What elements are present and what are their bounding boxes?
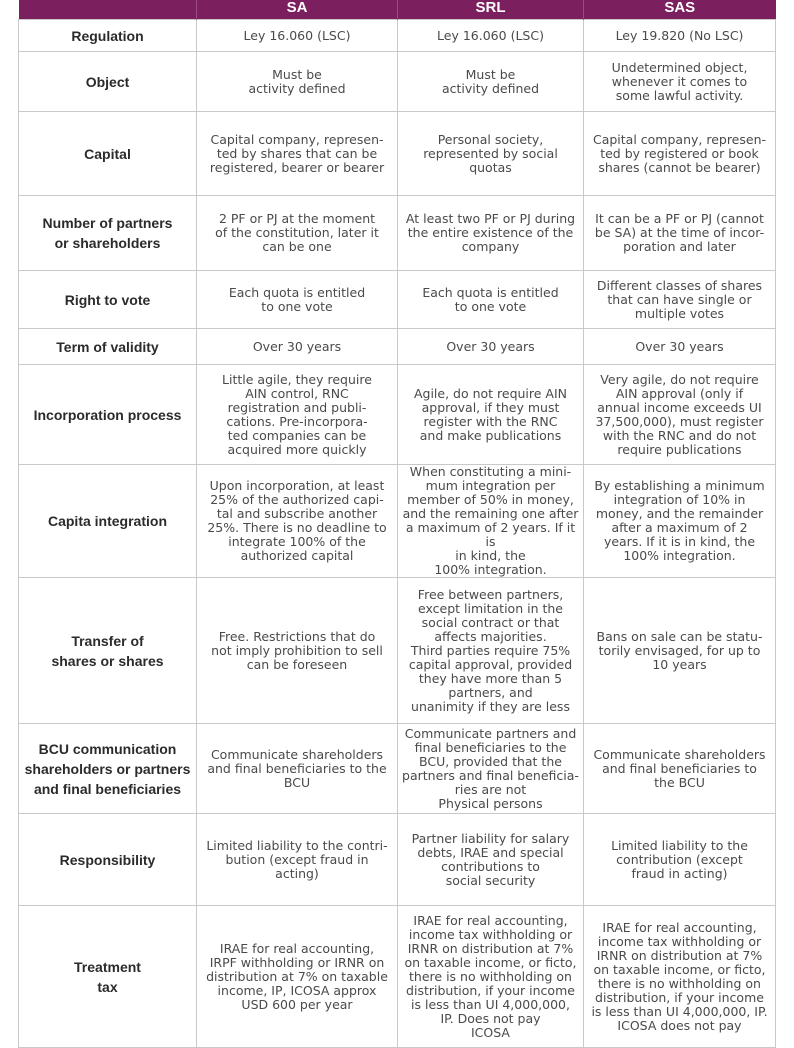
cell-sa: Little agile, they require AIN control, RNC registration and publi- cations. Pre-incorpora- ted companies can be acquired more quickly — [197, 365, 398, 465]
cell-sa: 2 PF or PJ at the moment of the constitution, later it can be one — [197, 196, 398, 271]
table-row — [19, 365, 776, 465]
table-row — [19, 814, 776, 906]
table-row — [19, 271, 776, 329]
header-row — [19, 0, 776, 20]
cell-sas: Communicate shareholders and final beneficiaries to the BCU — [584, 724, 776, 814]
cell-srl: Ley 16.060 (LSC) — [398, 20, 584, 52]
header-srl: SRL — [398, 0, 584, 20]
cell-sa: Ley 16.060 (LSC) — [197, 20, 398, 52]
row-label: Responsibility — [19, 814, 197, 906]
cell-sas: Very agile, do not require AIN approval (only if annual income exceeds UI 37,500,000), must register with the RNC and do not require publications — [584, 365, 776, 465]
header-sas: SAS — [584, 0, 776, 20]
table-row — [19, 465, 776, 578]
cell-sas: Limited liability to the contribution (except fraud in acting) — [584, 814, 776, 906]
cell-sas: Undetermined object, whenever it comes to some lawful activity. — [584, 52, 776, 112]
table-row — [19, 329, 776, 365]
cell-srl: Partner liability for salary debts, IRAE and special contributions to social security — [398, 814, 584, 906]
row-label: Transfer of shares or shares — [19, 578, 197, 724]
row-label: Regulation — [19, 20, 197, 52]
header-empty — [19, 0, 197, 20]
row-label: Number of partners or shareholders — [19, 196, 197, 271]
row-label: Term of validity — [19, 329, 197, 365]
row-label: Capita integration — [19, 465, 197, 578]
cell-srl: At least two PF or PJ during the entire existence of the company — [398, 196, 584, 271]
table-row — [19, 20, 776, 52]
cell-srl: When constituting a mini- mum integration per member of 50% in money, and the remaining one after a maximum of 2 years. If it is in kind, the 100% integration. — [398, 465, 584, 578]
cell-srl: Over 30 years — [398, 329, 584, 365]
cell-srl: Communicate partners and final beneficiaries to the BCU, provided that the partners and final beneficia- ries are not Physical persons — [398, 724, 584, 814]
cell-srl: Agile, do not require AIN approval, if they must register with the RNC and make publications — [398, 365, 584, 465]
table-row — [19, 724, 776, 814]
row-label: Object — [19, 52, 197, 112]
cell-sas: Over 30 years — [584, 329, 776, 365]
row-label: BCU communication shareholders or partners and final beneficiaries — [19, 724, 197, 814]
cell-sa: Over 30 years — [197, 329, 398, 365]
cell-srl: Personal society, represented by social quotas — [398, 112, 584, 196]
table-row — [19, 52, 776, 112]
cell-srl: IRAE for real accounting, income tax withholding or IRNR on distribution at 7% on taxable income, or ficto, there is no withholding on distribution, if your income is less than UI 4,000,000, IP. Does not pay ICOSA — [398, 906, 584, 1048]
cell-sas: Bans on sale can be statu- torily envisaged, for up to 10 years — [584, 578, 776, 724]
cell-sa: Must be activity defined — [197, 52, 398, 112]
cell-sas: By establishing a minimum integration of 10% in money, and the remainder after a maximum of 2 years. If it is in kind, the 100% integration. — [584, 465, 776, 578]
cell-sas: IRAE for real accounting, income tax withholding or IRNR on distribution at 7% on taxable income, or ficto, there is no withholding on distribution, if your income is less than UI 4,000,000, IP. ICOSA does not pay — [584, 906, 776, 1048]
cell-srl: Must be activity defined — [398, 52, 584, 112]
cell-sa: Free. Restrictions that do not imply prohibition to sell can be foreseen — [197, 578, 398, 724]
cell-sa: Upon incorporation, at least 25% of the authorized capi- tal and subscribe another 25%. There is no deadline to integrate 100% of the authorized capital — [197, 465, 398, 578]
cell-sa: Communicate shareholders and final beneficiaries to the BCU — [197, 724, 398, 814]
cell-sas: It can be a PF or PJ (cannot be SA) at the time of incor- poration and later — [584, 196, 776, 271]
row-label: Treatment tax — [19, 906, 197, 1048]
row-label: Right to vote — [19, 271, 197, 329]
table-row — [19, 906, 776, 1048]
cell-sas: Capital company, represen- ted by registered or book shares (cannot be bearer) — [584, 112, 776, 196]
cell-sas: Different classes of shares that can have single or multiple votes — [584, 271, 776, 329]
cell-sa: IRAE for real accounting, IRPF withholding or IRNR on distribution at 7% on taxable income, IP, ICOSA approx USD 600 per year — [197, 906, 398, 1048]
company-types-comparison-table — [18, 0, 776, 1048]
cell-srl: Free between partners, except limitation in the social contract or that affects majorities. Third parties require 75% capital approval, provided they have more than 5 partners, and unanimity if they are less — [398, 578, 584, 724]
cell-sas: Ley 19.820 (No LSC) — [584, 20, 776, 52]
cell-srl: Each quota is entitled to one vote — [398, 271, 584, 329]
row-label: Capital — [19, 112, 197, 196]
row-label: Incorporation process — [19, 365, 197, 465]
table-row — [19, 196, 776, 271]
cell-sa: Each quota is entitled to one vote — [197, 271, 398, 329]
cell-sa: Limited liability to the contri- bution (except fraud in acting) — [197, 814, 398, 906]
table-row — [19, 578, 776, 724]
cell-sa: Capital company, represen- ted by shares that can be registered, bearer or bearer — [197, 112, 398, 196]
header-sa: SA — [197, 0, 398, 20]
table-row — [19, 112, 776, 196]
